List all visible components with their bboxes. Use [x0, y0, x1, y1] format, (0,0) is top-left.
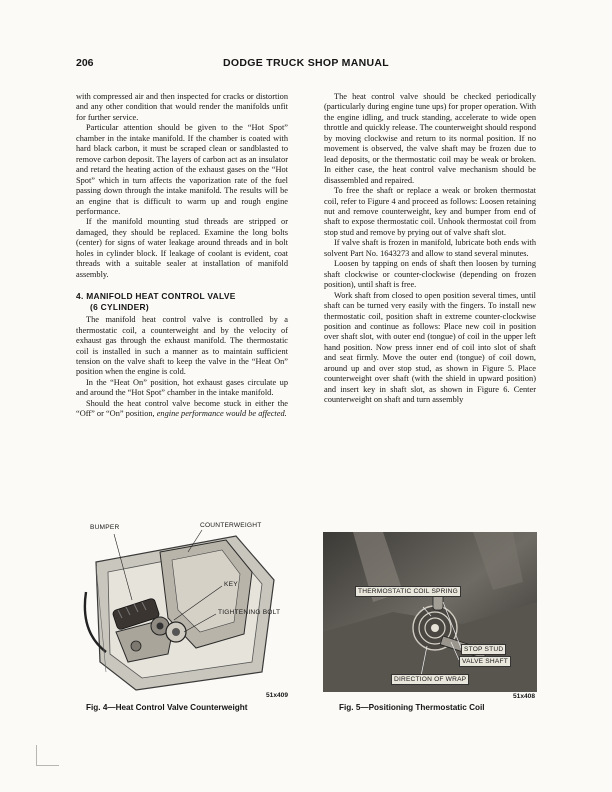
paragraph: The manifold heat control valve is controlled by a thermostatic coil, a counterweight and by the velocity of exhaust gas through the exhaust manifold. The thermostatic coil is installed in such a manner as to maintain sufficient tension on the valve shaft to keep the valve in the “Heat On” position when the engine is cold. — [76, 315, 288, 377]
figure-number: 51x408 — [512, 693, 535, 700]
left-column — [76, 92, 288, 420]
callout-counterweight: COUNTERWEIGHT — [200, 522, 262, 529]
right-column — [324, 92, 536, 406]
section-heading — [76, 291, 288, 313]
paragraph: with compressed air and then inspected for cracks or distortion and any other condition that would render the manifolds unfit for further service. — [76, 92, 288, 122]
page-header — [76, 57, 536, 71]
thermostatic-coil-photo — [323, 532, 537, 692]
page-number: 206 — [76, 57, 94, 69]
callout-stop-stud: STOP STUD — [461, 644, 506, 655]
running-title: DODGE TRUCK SHOP MANUAL — [223, 57, 389, 69]
paragraph: Loosen by tapping on ends of shaft then loosen by turning shaft clockwise or counter-clockwise (depending on frozen position), until shaft is free. — [324, 259, 536, 290]
callout-thermostatic-coil-spring: THERMOSTATIC COIL SPRING — [355, 586, 461, 597]
callout-valve-shaft: VALVE SHAFT — [459, 656, 511, 667]
paragraph: If the manifold mounting stud threads are stripped or damaged, they should be replaced. Examine the long bolts (center) for signs of water leakage around threads and in bolt holes in cylinder block. If leakage of coolant is evident, coat threads with a suitable sealer at installation of manifold assembly. — [76, 217, 288, 279]
callout-direction-of-wrap: DIRECTION OF WRAP — [391, 674, 469, 685]
paragraph: The heat control valve should be checked periodically (particularly during engine tune ups) for proper operation. With the engine idling, and truck standing, accelerate to wide open throttle and quickly release. The counterweight should respond by moving clockwise and return to its normal position. If no movement is observed, the valve shaft may be frozen due to lead deposits, or the thermostatic coil may be weak or broken. In either case, the heat control valve mechanism should be disassembled and repaired. — [324, 92, 536, 185]
figure-caption: Fig. 4—Heat Control Valve Counterweight — [86, 703, 248, 712]
callout-tightening-bolt: TIGHTENING BOLT — [218, 609, 281, 616]
paragraph: Particular attention should be given to the “Hot Spot” chamber in the intake manifold. If the chamber is coated with hard black carbon, it must be scraped clean or sandblasted to remove carbon deposit. The layers of carbon act as an insulator and retard the heating action of the exhaust gases on the “Hot Spot” which in turn affects the vaporization rate of the fuel passing down through the intake manifold. The results will be an engine that is difficult to warm up and rough engine performance. — [76, 123, 288, 216]
figure-caption: Fig. 5—Positioning Thermostatic Coil — [339, 703, 485, 712]
callout-key: KEY — [224, 581, 238, 588]
section-heading-subtitle: (6 CYLINDER) — [90, 302, 149, 313]
figure-4 — [76, 522, 290, 714]
paragraph — [76, 399, 288, 420]
emphasis-text: engine performance would be affected. — [156, 409, 287, 419]
figure-5 — [323, 532, 537, 714]
callout-bumper: BUMPER — [90, 524, 120, 531]
counterweight-illustration — [76, 522, 290, 714]
section-heading-title: 4. MANIFOLD HEAT CONTROL VALVE — [76, 291, 236, 302]
paragraph: In the “Heat On” position, hot exhaust gases circulate up and around the “Hot Spot” chamber in the intake manifold. — [76, 377, 288, 398]
paragraph: Work shaft from closed to open position several times, until shaft can be turned very easily with the fingers. To install new thermostatic coil, position shaft in extreme counter-clockwise position and continue as follows: Place new coil in position over shaft slot, with outer end (tongue) of coil in the upper left hand position. Now press inner end of coil into slot of shaft and seat firmly. Move the outer end (tongue) of coil down, around up and over stop stud, as shown in Figure 5. Place counterweight over shaft (with the shield in upward position) and insert key in shaft slot, as shown in Figure 6. Center counterweight on shaft and turn assembly — [324, 290, 536, 405]
margin-mark — [36, 745, 59, 766]
figure-number: 51x409 — [265, 692, 288, 699]
paragraph-text: Should the heat control valve become stuck in either the “Off” or “On” position, — [76, 398, 288, 419]
paragraph: If valve shaft is frozen in manifold, lubricate both ends with solvent Part No. 1643273 and allow to stand several minutes. — [324, 238, 536, 258]
paragraph: To free the shaft or replace a weak or broken thermostat coil, refer to Figure 4 and proceed as follows: Loosen retaining nut and remove counterweight, key and bumper from end of shaft to expose thermostatic coil. Unhook thermostat coil from stop stud and remove by prying out of valve shaft slot. — [324, 186, 536, 237]
